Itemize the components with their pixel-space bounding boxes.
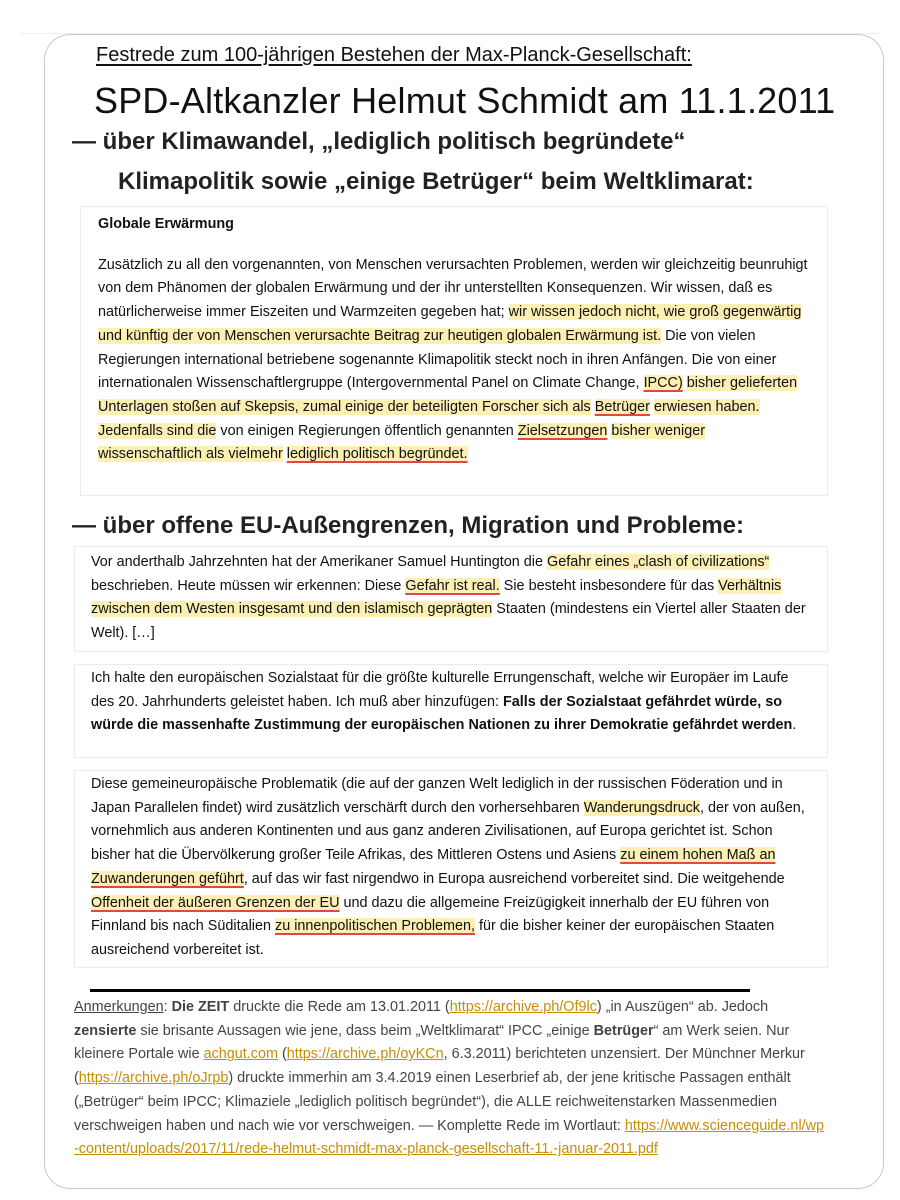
notes-paragraph bbox=[74, 996, 826, 1162]
notes-text: : bbox=[163, 999, 168, 1015]
quote-text: beschrieben. Heute müssen wir erkennen: Diese bbox=[91, 577, 402, 594]
notes-zeit: Die ZEIT bbox=[171, 999, 230, 1015]
quote-text: Vor anderthalb Jahrzehnten hat der Amerikaner Samuel Huntington die bbox=[91, 554, 543, 570]
quote-text: Diese gemeineuropäische Problematik (die auf der ganzen Welt lediglich in der russischen Föderation und in Japan Parallelen findet) wird zusätzlich verschärft durch den vorhersehbaren bbox=[91, 776, 783, 816]
quote-text: Die von vielen Regierungen international betriebene sogenannte Klimapolitik steckt noch in ihren Anfängen. Die von einer internationalen Wissenschaftlergruppe (Intergovernmental Panel on Climate Change, bbox=[98, 327, 777, 392]
notes-divider bbox=[90, 989, 750, 992]
page-title: SPD-Altkanzler Helmut Schmidt am 11.1.2011 bbox=[94, 80, 836, 121]
notes-text: ( bbox=[282, 1046, 287, 1063]
highlight-wanderungsdruck: Wanderungsdruck bbox=[583, 799, 700, 816]
notes-betrueger: Betrüger bbox=[593, 1022, 654, 1039]
quote-paragraph bbox=[91, 667, 811, 738]
highlight-ipcc: IPCC) bbox=[643, 375, 683, 392]
section-heading-climate-line2: Klimapolitik sowie „einige Betrüger“ beim Weltklimarat: bbox=[118, 168, 754, 195]
highlight-politisch-begruendet: lediglich politisch begründet. bbox=[286, 446, 468, 463]
quote-text: Staaten (mindestens ein Viertel aller Staaten der Welt). […] bbox=[91, 601, 806, 642]
quote-text: Zusätzlich zu all den vorgenannten, von Menschen verursachten Problemen, werden wir gleichzeitig beunruhigt von dem Phänomen der globalen Erwärmung und der ihr unterstellten Konsequenzen. Wir wissen, daß es natürlicherweise immer Eiszeiten und Warmzeiten gegeben hat; bbox=[98, 256, 808, 321]
notes-text: ) druckte immerhin am 3.4.2019 einen Leserbrief ab, der jene kritische Passagen enthält („Betrüger“ beim IPCC; Klimaziele „lediglich politisch begründet“), die ALLE reichweitenstarken Massenmedien verschweigen haben und nach wie vor verschweigen. — Komplette Rede im Wortlaut: bbox=[74, 1070, 791, 1134]
notes-text: ) „in Auszügen“ ab. Jedoch bbox=[596, 999, 769, 1015]
quote-text: Ich halte den europäischen Sozialstaat für die größte kulturelle Errungenschaft, welche wir Europäer im Laufe des 20. Jahrhunderts geleistet haben. Ich muß aber hinzufügen: bbox=[91, 670, 789, 710]
highlight-clash: Gefahr eines „clash of civilizations“ bbox=[547, 554, 770, 570]
highlight-zuwanderungen: zu einem hohen Maß an Zuwanderungen geführt bbox=[91, 847, 776, 887]
quote-text: und dazu die allgemeine Freizügigkeit innerhalb der EU führen von Finnland bis nach Süditalien bbox=[91, 894, 770, 935]
quote-text: Sie besteht insbesondere für das bbox=[503, 577, 715, 594]
quote-heading: Globale Erwärmung bbox=[98, 216, 234, 232]
highlight-wissenschaftlich: bisher weniger wissenschaftlich als vielmehr bbox=[98, 422, 705, 463]
highlight-gefahr-real: Gefahr ist real. bbox=[405, 577, 500, 594]
quote-box-migration bbox=[74, 770, 828, 968]
highlight-offenheit-grenzen: Offenheit der äußeren Grenzen der EU bbox=[91, 894, 340, 911]
notes-text: druckte die Rede am 13.01.2011 ( bbox=[233, 999, 450, 1015]
quote-text: von einigen Regierungen öffentlich genannten bbox=[220, 422, 514, 439]
highlight-zielsetzungen: Zielsetzungen bbox=[517, 422, 608, 439]
quote-paragraph bbox=[98, 254, 811, 467]
highlight-innenpolitische-probleme: zu innenpolitischen Problemen, bbox=[275, 918, 476, 935]
quote-text: , auf das wir fast nirgendwo in Europa ausreichend vorbereitet sind. Die weitgehende bbox=[243, 870, 785, 887]
section-heading-climate-line1: — über Klimawandel, „lediglich politisch begründete“ bbox=[72, 128, 686, 155]
quote-text: . bbox=[792, 717, 797, 734]
link-full-speech-pdf[interactable]: https://www.scienceguide.nl/wp-content/uploads/2017/11/rede-helmut-schmidt-max-planck-gesellschaft-11.-januar-2011.pdf bbox=[74, 1117, 825, 1158]
highlight-erwiesen: erwiesen haben. Jedenfalls sind die bbox=[98, 398, 760, 439]
highlight-human-contribution: wir wissen jedoch nicht, wie groß gegenwärtig und künftig der von Menschen verursachte Beitrag zur heutigen globalen Erwärmung ist. bbox=[98, 304, 802, 344]
notes-text: sie brisante Aussagen wie jene, dass beim „Weltklimarat“ IPCC „einige bbox=[140, 1022, 590, 1039]
link-archive-merkur[interactable]: https://archive.ph/oJrpb bbox=[78, 1070, 229, 1087]
notes-text: , 6.3.2011) berichteten unzensiert. Der Münchner Merkur ( bbox=[74, 1046, 805, 1087]
notes-zensierte: zensierte bbox=[74, 1022, 137, 1039]
link-achgut[interactable]: achgut.com bbox=[203, 1046, 278, 1063]
notes-label: Anmerkungen bbox=[74, 999, 164, 1015]
link-archive-achgut[interactable]: https://archive.ph/oyKCn bbox=[286, 1046, 444, 1063]
quote-paragraph bbox=[91, 773, 811, 963]
quote-box-global-warming bbox=[80, 206, 828, 496]
quote-box-huntington bbox=[74, 546, 828, 652]
quote-paragraph bbox=[91, 551, 811, 646]
highlight-skepsis: bisher gelieferten Unterlagen stoßen auf Skepsis, zumal einige der beteiligten Forscher sich als bbox=[98, 375, 798, 415]
page-subtitle: Festrede zum 100-jährigen Bestehen der Max-Planck-Gesellschaft: bbox=[96, 44, 692, 66]
bold-sozialstaat: Falls der Sozialstaat gefährdet würde, so würde die massenhafte Zustimmung der europäischen Nationen zu ihrer Demokratie gefährdet werden bbox=[91, 693, 793, 734]
highlight-betrueger: Betrüger bbox=[594, 398, 650, 415]
quote-text: , der von außen, vornehmlich aus anderen Kontinenten und aus ganz anderen Zivilisationen, auf Europa gerichtet ist. Schon bisher hat die Übervölkerung großer Teile Afrikas, des Mittleren Ostens und Asiens bbox=[91, 799, 805, 864]
section-heading-migration: — über offene EU-Außengrenzen, Migration und Probleme: bbox=[72, 512, 745, 539]
notes-text: “ am Werk seien. Nur kleinere Portale wie bbox=[74, 1022, 790, 1063]
link-archive-zeit[interactable]: https://archive.ph/Of9lc bbox=[449, 999, 597, 1015]
highlight-verhaeltnis: Verhältnis zwischen dem Westen insgesamt und den islamisch geprägten bbox=[91, 577, 782, 618]
quote-text: für die bisher keiner der europäischen Staaten ausreichend vorbereitet ist. bbox=[91, 918, 775, 958]
quote-box-sozialstaat bbox=[74, 664, 828, 758]
